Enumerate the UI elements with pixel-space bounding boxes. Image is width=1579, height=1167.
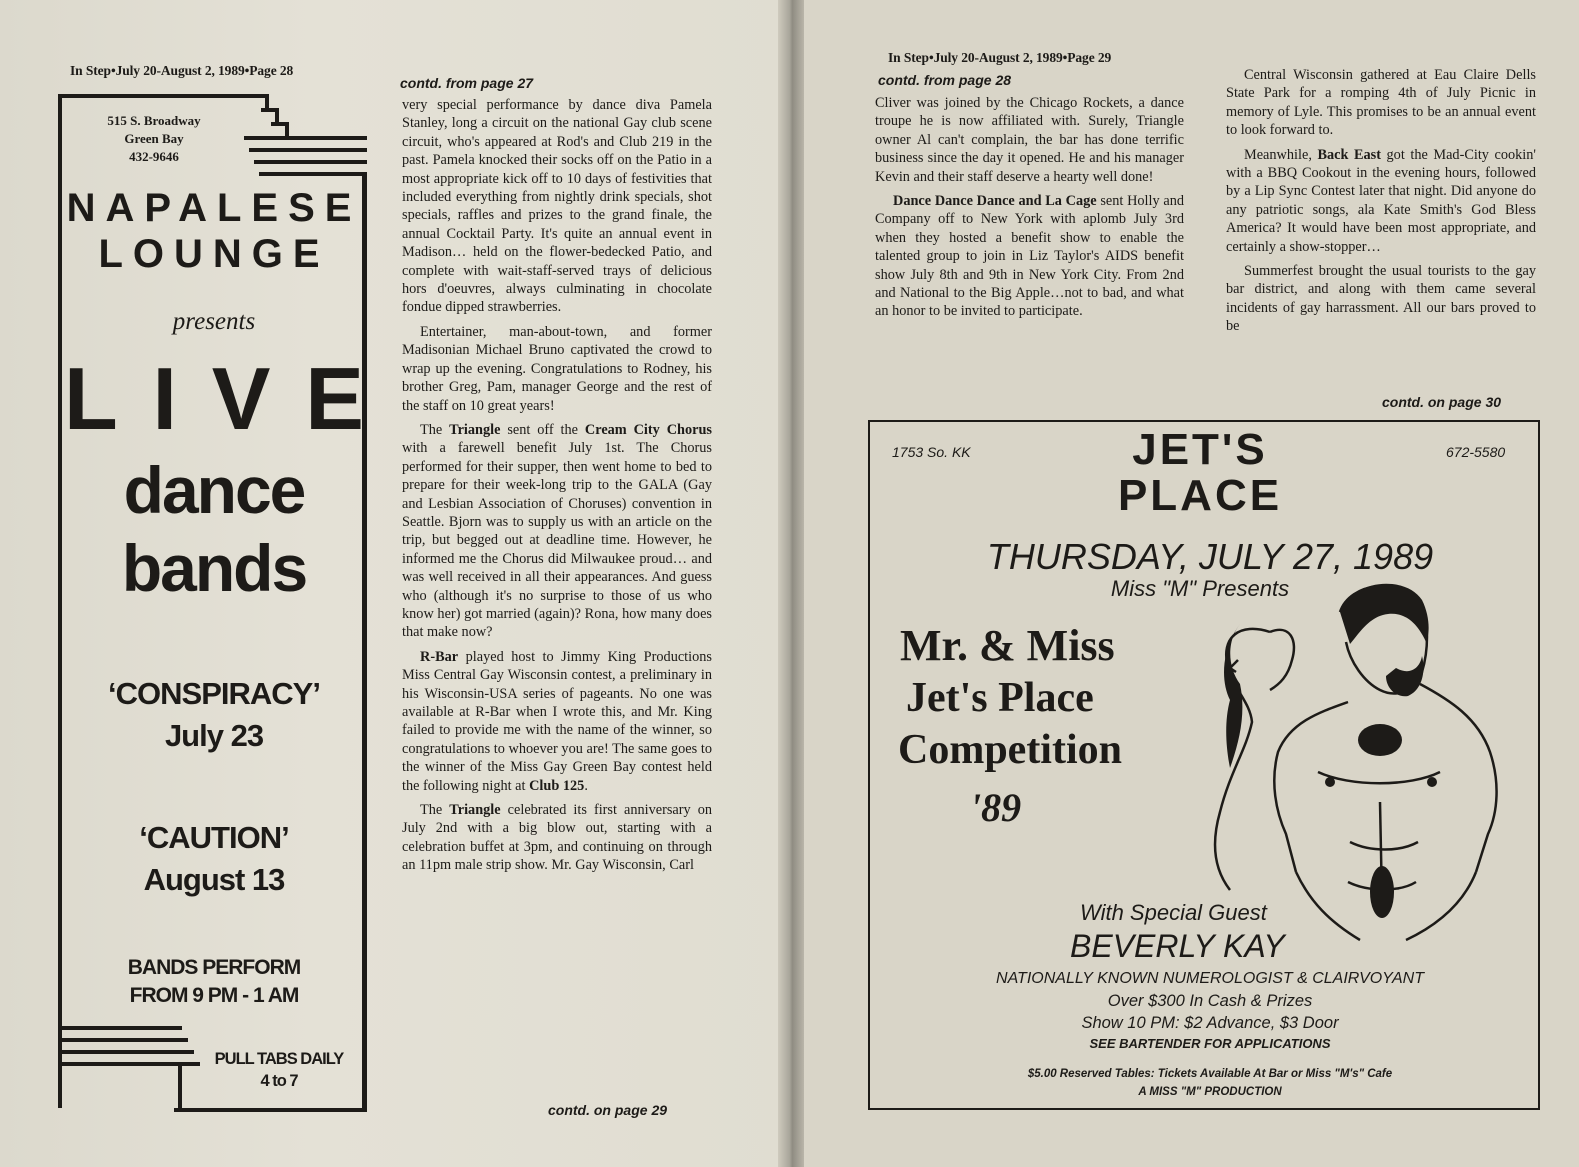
paragraph: very special performance by dance diva Pamela Stanley, long a circuit on the national Gay club scene circuit, who's appeared at Rod's and Club 219 in the past. Pamela knocked their socks off on the Patio in a most appropriate kick off to 10 days of festivities that included everything from nightly drink specials, shot specials, raffles and prizes to the grand finale, the annual Cocktail Party. It's quite an annual event in Madison… held on the flower-bedecked Patio, and complete with wait-staff-served trays of delicious hors d'oeuvres, always culminating in chocolate fondue dipped strawberries.: [402, 97, 712, 316]
ad-bottom-stair-1: [178, 1064, 194, 1078]
prizes-line: Over $300 In Cash & Prizes: [1107, 992, 1313, 1010]
ad-frame-top: [58, 94, 251, 98]
live-letter: L: [64, 349, 118, 448]
ad-stair-line-4: [259, 172, 367, 176]
ad-frame-bottom: [174, 1108, 367, 1112]
napalese-lounge-ad: [54, 92, 374, 1118]
paragraph: R-Bar played host to Jimmy King Productions Miss Central Gay Wisconsin contest, a preliminary in his Wisconsin-USA series of pageants. No one was available at R-Bar when I wrote this, and Mr. King failed to provide me with the name of the winner, so congratulations to whoever you are! The same goes to the winner of the Miss Gay Green Bay contest held the following night at Club 125.: [402, 648, 712, 794]
live-letter: I: [152, 349, 177, 448]
guest-description: NATIONALLY KNOWN NUMEROLOGIST & CLAIRVOYANT: [996, 970, 1424, 987]
ad-bottom-stair-line-3: [58, 1050, 194, 1054]
show-line: Show 10 PM: $2 Advance, $3 Door: [1081, 1014, 1339, 1032]
applications-line: SEE BARTENDER FOR APPLICATIONS: [1089, 1036, 1331, 1051]
production-line: A MISS "M" PRODUCTION: [1138, 1086, 1282, 1098]
paragraph: The Triangle sent off the Cream City Chorus with a farewell benefit July 1st. The Chorus performed for their supper, then went home to bed to prepare for their week-long trip to the GALA (Gay and Lesbian Association of Choruses) convention in Seattle. Bjorn was to supply us with an article on the trip, but begged out at deadline time. However, he informed me the Chorus did Milwaukee proud… and was well received in all their appearances. And guess who (although it's no surprise to those of us who know her) got married (again)? Rona, how many does that make now?: [402, 421, 712, 641]
band-2-date: August 13: [143, 862, 285, 897]
presenter-line: Miss "M" Presents: [1110, 576, 1290, 601]
couple-illustration: [1200, 572, 1530, 952]
ad-bottom-stair-2: [178, 1078, 182, 1110]
paragraph: Dance Dance Dance and La Cage sent Holly and Company off to New York with aplomb July 3rd when they hosted a benefit show to enable the talented group to join in Liz Taylor's AIDS benefit show July 8th and 9th in New York City. From 2nd and National to the Big Apple…not to bad, and what an honor to be invited to participate.: [875, 193, 1185, 320]
jets-address: 1753 So. KK: [892, 444, 971, 460]
ad-stair-line-1: [244, 136, 367, 140]
event-date: THURSDAY, JULY 27, 1989: [986, 536, 1434, 577]
perform-line-2: FROM 9 PM - 1 AM: [129, 984, 299, 1007]
paragraph: Entertainer, man-about-town, and former Madisonian Michael Bruno captivated the crowd to wrap up the evening. Congratulations to Rodney, his brother Greg, Pam, manager George and the rest of the staff on 10 great years!: [402, 323, 712, 414]
ad-bottom-stair-line-1: [58, 1026, 182, 1030]
napalese-name-line-2: LOUNGE: [98, 232, 330, 276]
paragraph: Cliver was joined by the Chicago Rockets, a dance troupe he is now affiliated with. Surely, Triangle owner Al can't complain, the bar has done terrific business since the day it opened. He and his manager Kevin and their staff deserve a hearty well done!: [875, 95, 1184, 185]
competition-line-2: Jet's Place: [906, 675, 1094, 721]
paragraph: Summerfest brought the usual tourists to the gay bar district, and along with them came several incidents of gay harrassment. All our bars proved to be: [1226, 263, 1536, 335]
right-article-column-1: [875, 94, 1184, 327]
jets-name-line-2: PLACE: [1117, 471, 1283, 520]
live-letter: E: [305, 349, 364, 448]
left-article-column: [402, 96, 712, 881]
dance-heading: dance: [123, 453, 305, 527]
presents-label: presents: [172, 308, 256, 335]
guest-name: BEVERLY KAY: [1070, 928, 1285, 964]
competition-line-1: Mr. & Miss: [900, 621, 1115, 670]
competition-line-3: Competition: [898, 727, 1122, 773]
pull-tabs-line-2: 4 to 7: [260, 1072, 298, 1090]
ad-stair-line-2: [249, 148, 367, 152]
address-line-2: Green Bay: [124, 131, 184, 146]
competition-line-4: '89: [970, 785, 1022, 830]
band-1-date: July 23: [164, 718, 264, 753]
jets-name-line-1: JET'S: [1132, 425, 1268, 474]
contd-on-page-30: contd. on page 30: [1382, 394, 1502, 410]
bands-heading: bands: [121, 531, 307, 605]
band-2-name: ‘CAUTION’: [139, 820, 289, 855]
contd-from-page-28: contd. from page 28: [878, 72, 1012, 88]
live-letter: V: [211, 349, 271, 448]
band-1-name: ‘CONSPIRACY’: [108, 676, 320, 711]
napalese-address: [84, 112, 224, 166]
paragraph: The Triangle celebrated its first anniversary on July 2nd with a big blow out, starting with a celebration buffet at 3pm, and continuing on through an 11pm male strip show. Mr. Gay Wisconsin, Carl: [402, 802, 713, 874]
reserved-tables-line: $5.00 Reserved Tables: Tickets Available At Bar or Miss "M's" Cafe: [1027, 1068, 1393, 1080]
address-line-1: 515 S. Broadway: [107, 113, 201, 128]
napalese-phone: 432-9646: [129, 149, 179, 164]
running-head-left: In Step•July 20-August 2, 1989•Page 28: [70, 63, 294, 78]
paragraph: Central Wisconsin gathered at Eau Claire Dells State Park for a romping 4th of July Picnic in memory of Lyle. This promises to be an annual event to look forward to.: [1226, 67, 1536, 139]
jets-place-ad: [868, 420, 1540, 1110]
pull-tabs-line-1: PULL TABS DAILY: [214, 1050, 344, 1068]
paragraph: Meanwhile, Back East got the Mad-City cookin' with a BBQ Cookout in the evening hours, followed by a Lip Sync Contest later that night. Did anyone do any patriotic songs, ala Kate Smith's God Bless America? It would have been most appropriate, and certainly a show-stopper…: [1226, 146, 1536, 255]
perform-line-1: BANDS PERFORM: [127, 956, 301, 979]
live-heading: [64, 349, 364, 448]
ad-frame-right: [362, 172, 367, 1112]
running-head-right: In Step•July 20-August 2, 1989•Page 29: [888, 50, 1112, 65]
right-article-column-2: [1226, 66, 1536, 342]
ad-stair-line-3: [254, 160, 367, 164]
ad-bottom-stair-line-2: [58, 1038, 188, 1042]
contd-from-page-27: contd. from page 27: [400, 75, 534, 91]
jets-phone: 672-5580: [1446, 444, 1506, 460]
contd-on-page-29: contd. on page 29: [548, 1102, 668, 1118]
napalese-name-line-1: NAPALESE: [66, 186, 362, 230]
special-guest-label: With Special Guest: [1080, 900, 1267, 925]
